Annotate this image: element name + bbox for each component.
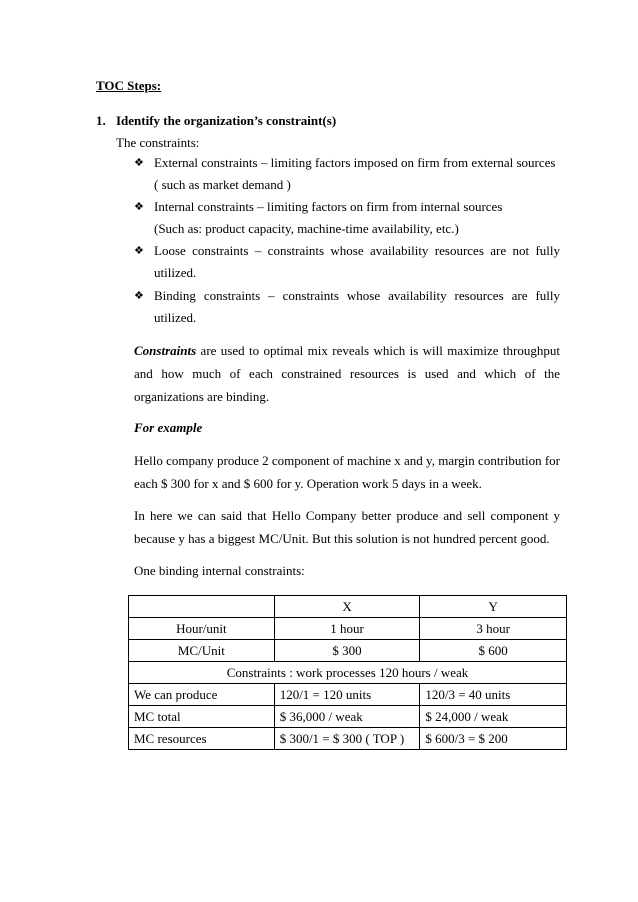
section-intro: The constraints: bbox=[116, 135, 200, 150]
bullet-continuation: (Such as: product capacity, machine-time availability, etc.) bbox=[154, 221, 459, 236]
table-row bbox=[129, 640, 567, 662]
bullet-item bbox=[134, 240, 560, 284]
table-cell: $ 24,000 / weak bbox=[420, 706, 567, 728]
section-number: 1. bbox=[96, 113, 106, 128]
table-cell: We can produce bbox=[129, 684, 275, 706]
table-cell bbox=[129, 596, 275, 618]
paragraph-table-intro: One binding internal constraints: bbox=[134, 563, 305, 578]
table-cell: MC resources bbox=[129, 728, 275, 750]
table-row bbox=[129, 706, 567, 728]
table-cell: $ 36,000 / weak bbox=[274, 706, 420, 728]
table-cell: $ 300 bbox=[274, 640, 420, 662]
bullet-item bbox=[134, 285, 560, 329]
table-cell: MC/Unit bbox=[129, 640, 275, 662]
table-cell: Y bbox=[420, 596, 567, 618]
table-cell: 3 hour bbox=[420, 618, 567, 640]
diamond-bullet-icon: ❖ bbox=[134, 245, 144, 257]
diamond-bullet-icon: ❖ bbox=[134, 201, 144, 213]
bullet-continuation: ( such as market demand ) bbox=[154, 177, 291, 192]
constraints-table bbox=[128, 595, 567, 750]
table-cell: $ 600/3 = $ 200 bbox=[420, 728, 567, 750]
bullet-text: External constraints – limiting factors imposed on firm from external sources bbox=[154, 155, 556, 170]
paragraph-constraints bbox=[134, 339, 560, 408]
bullet-item bbox=[134, 196, 560, 240]
page-heading: TOC Steps: bbox=[96, 78, 162, 93]
table-cell: Constraints : work processes 120 hours / weak bbox=[129, 662, 567, 684]
bold-lead-word: Constraints bbox=[134, 343, 197, 358]
paragraph-analysis: In here we can said that Hello Company better produce and sell component y because y has a biggest MC/Unit. But this solution is not hundred percent good. bbox=[134, 508, 560, 546]
bullet-text: Internal constraints – limiting factors on firm from internal sources bbox=[154, 199, 503, 214]
table-row bbox=[129, 618, 567, 640]
table-row bbox=[129, 684, 567, 706]
table-cell: MC total bbox=[129, 706, 275, 728]
table-span-row bbox=[129, 662, 567, 684]
table-header-row bbox=[129, 596, 567, 618]
bullet-text: Loose constraints – constraints whose availability resources are not fully utilized. bbox=[154, 243, 560, 280]
table-row bbox=[129, 728, 567, 750]
diamond-bullet-icon: ❖ bbox=[134, 157, 144, 169]
bullet-text: Binding constraints – constraints whose availability resources are fully utilized. bbox=[154, 288, 560, 325]
table-cell: $ 600 bbox=[420, 640, 567, 662]
table-cell: Hour/unit bbox=[129, 618, 275, 640]
table-cell: 120/3 = 40 units bbox=[420, 684, 567, 706]
paragraph-text: are used to optimal mix reveals which is will maximize throughput and how much of each constrained resources is used and which of the organizations are binding. bbox=[134, 343, 560, 404]
paragraph-example: Hello company produce 2 component of machine x and y, margin contribution for each $ 300 for x and $ 600 for y. Operation work 5 days in a week. bbox=[134, 453, 560, 491]
table-cell: 120/1 = 120 units bbox=[274, 684, 420, 706]
diamond-bullet-icon: ❖ bbox=[134, 290, 144, 302]
table-cell: X bbox=[274, 596, 420, 618]
table-cell: 1 hour bbox=[274, 618, 420, 640]
section-title: Identify the organization’s constraint(s) bbox=[116, 113, 337, 128]
table-cell: $ 300/1 = $ 300 ( TOP ) bbox=[274, 728, 420, 750]
bullet-item bbox=[134, 152, 560, 196]
example-heading: For example bbox=[134, 420, 203, 435]
